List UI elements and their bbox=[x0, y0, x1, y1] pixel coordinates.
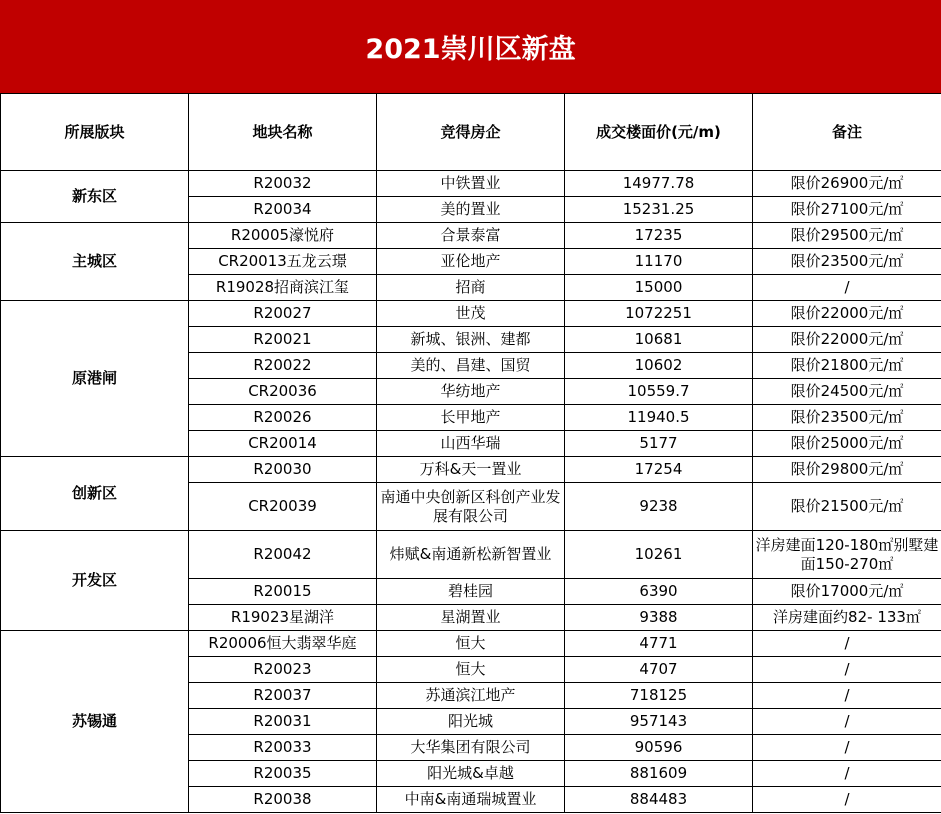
price-cell: 11170 bbox=[565, 249, 753, 275]
header-cell: 地块名称 bbox=[189, 94, 377, 171]
price-cell: 10261 bbox=[565, 531, 753, 579]
remark-cell: 限价27100元/㎡ bbox=[753, 197, 941, 223]
developer-cell: 世茂 bbox=[377, 301, 565, 327]
plot-name-cell: R20022 bbox=[189, 353, 377, 379]
remark-cell: 限价29500元/㎡ bbox=[753, 223, 941, 249]
remark-cell: 洋房建面约82- 133㎡ bbox=[753, 605, 941, 631]
plot-name-cell: R20032 bbox=[189, 171, 377, 197]
remark-cell: / bbox=[753, 631, 941, 657]
table-body bbox=[1, 171, 941, 813]
developer-cell: 招商 bbox=[377, 275, 565, 301]
table-row bbox=[1, 223, 941, 249]
price-cell: 718125 bbox=[565, 683, 753, 709]
plot-name-cell: R20033 bbox=[189, 735, 377, 761]
plot-name-cell: R20015 bbox=[189, 579, 377, 605]
price-cell: 881609 bbox=[565, 761, 753, 787]
plot-name-cell: R20031 bbox=[189, 709, 377, 735]
developer-cell: 炜赋&南通新松新智置业 bbox=[377, 531, 565, 579]
plot-name-cell: R20005濠悦府 bbox=[189, 223, 377, 249]
price-cell: 9238 bbox=[565, 483, 753, 531]
developer-cell: 阳光城 bbox=[377, 709, 565, 735]
remark-cell: 限价29800元/㎡ bbox=[753, 457, 941, 483]
price-cell: 10681 bbox=[565, 327, 753, 353]
remark-cell: 限价26900元/㎡ bbox=[753, 171, 941, 197]
remark-cell: 限价21500元/㎡ bbox=[753, 483, 941, 531]
table-row bbox=[1, 171, 941, 197]
plot-name-cell: R20027 bbox=[189, 301, 377, 327]
plot-name-cell: R20037 bbox=[189, 683, 377, 709]
plot-name-cell: CR20039 bbox=[189, 483, 377, 531]
developer-cell: 星湖置业 bbox=[377, 605, 565, 631]
price-cell: 10559.7 bbox=[565, 379, 753, 405]
remark-cell: 限价23500元/㎡ bbox=[753, 249, 941, 275]
header-row bbox=[1, 94, 941, 171]
developer-cell: 华纺地产 bbox=[377, 379, 565, 405]
remark-cell: 限价22000元/㎡ bbox=[753, 327, 941, 353]
developer-cell: 亚伦地产 bbox=[377, 249, 565, 275]
developer-cell: 山西华瑞 bbox=[377, 431, 565, 457]
price-cell: 15231.25 bbox=[565, 197, 753, 223]
remark-cell: / bbox=[753, 761, 941, 787]
price-cell: 17254 bbox=[565, 457, 753, 483]
table-row bbox=[1, 301, 941, 327]
plot-name-cell: R20042 bbox=[189, 531, 377, 579]
remark-cell: / bbox=[753, 735, 941, 761]
zone-cell: 开发区 bbox=[1, 531, 189, 631]
plot-name-cell: CR20014 bbox=[189, 431, 377, 457]
remark-cell: / bbox=[753, 709, 941, 735]
price-cell: 14977.78 bbox=[565, 171, 753, 197]
zone-cell: 原港闸 bbox=[1, 301, 189, 457]
remark-cell: / bbox=[753, 275, 941, 301]
developer-cell: 新城、银洲、建都 bbox=[377, 327, 565, 353]
developer-cell: 长甲地产 bbox=[377, 405, 565, 431]
remark-cell: 限价22000元/㎡ bbox=[753, 301, 941, 327]
remark-cell: / bbox=[753, 683, 941, 709]
developer-cell: 苏通滨江地产 bbox=[377, 683, 565, 709]
remark-cell: / bbox=[753, 787, 941, 813]
price-cell: 6390 bbox=[565, 579, 753, 605]
developer-cell: 合景泰富 bbox=[377, 223, 565, 249]
price-cell: 4707 bbox=[565, 657, 753, 683]
plot-name-cell: R20034 bbox=[189, 197, 377, 223]
zone-cell: 苏锡通 bbox=[1, 631, 189, 813]
header-cell: 竞得房企 bbox=[377, 94, 565, 171]
price-cell: 15000 bbox=[565, 275, 753, 301]
price-cell: 10602 bbox=[565, 353, 753, 379]
remark-cell: 限价21800元/㎡ bbox=[753, 353, 941, 379]
header-cell: 所展版块 bbox=[1, 94, 189, 171]
plot-name-cell: R20030 bbox=[189, 457, 377, 483]
plot-name-cell: R20006恒大翡翠华庭 bbox=[189, 631, 377, 657]
land-sales-table bbox=[0, 93, 941, 813]
price-cell: 1072251 bbox=[565, 301, 753, 327]
plot-name-cell: R20026 bbox=[189, 405, 377, 431]
plot-name-cell: R20021 bbox=[189, 327, 377, 353]
developer-cell: 恒大 bbox=[377, 657, 565, 683]
remark-cell: 洋房建面120-180㎡别墅建面150-270㎡ bbox=[753, 531, 941, 579]
remark-cell: 限价17000元/㎡ bbox=[753, 579, 941, 605]
developer-cell: 万科&天一置业 bbox=[377, 457, 565, 483]
developer-cell: 中南&南通瑞城置业 bbox=[377, 787, 565, 813]
developer-cell: 恒大 bbox=[377, 631, 565, 657]
price-cell: 5177 bbox=[565, 431, 753, 457]
plot-name-cell: R20023 bbox=[189, 657, 377, 683]
plot-name-cell: R20035 bbox=[189, 761, 377, 787]
table-row bbox=[1, 631, 941, 657]
developer-cell: 美的置业 bbox=[377, 197, 565, 223]
plot-name-cell: R19028招商滨江玺 bbox=[189, 275, 377, 301]
table-row bbox=[1, 457, 941, 483]
zone-cell: 创新区 bbox=[1, 457, 189, 531]
price-cell: 957143 bbox=[565, 709, 753, 735]
remark-cell: 限价25000元/㎡ bbox=[753, 431, 941, 457]
developer-cell: 南通中央创新区科创产业发展有限公司 bbox=[377, 483, 565, 531]
table-row bbox=[1, 531, 941, 579]
price-cell: 884483 bbox=[565, 787, 753, 813]
zone-cell: 主城区 bbox=[1, 223, 189, 301]
developer-cell: 碧桂园 bbox=[377, 579, 565, 605]
zone-cell: 新东区 bbox=[1, 171, 189, 223]
plot-name-cell: CR20013五龙云璟 bbox=[189, 249, 377, 275]
developer-cell: 大华集团有限公司 bbox=[377, 735, 565, 761]
price-cell: 90596 bbox=[565, 735, 753, 761]
header-cell: 成交楼面价(元/m) bbox=[565, 94, 753, 171]
price-cell: 11940.5 bbox=[565, 405, 753, 431]
plot-name-cell: CR20036 bbox=[189, 379, 377, 405]
developer-cell: 阳光城&卓越 bbox=[377, 761, 565, 787]
plot-name-cell: R19023星湖洋 bbox=[189, 605, 377, 631]
price-cell: 17235 bbox=[565, 223, 753, 249]
remark-cell: / bbox=[753, 657, 941, 683]
plot-name-cell: R20038 bbox=[189, 787, 377, 813]
developer-cell: 美的、昌建、国贸 bbox=[377, 353, 565, 379]
remark-cell: 限价24500元/㎡ bbox=[753, 379, 941, 405]
price-cell: 9388 bbox=[565, 605, 753, 631]
page-title: 2021崇川区新盘 bbox=[0, 0, 941, 93]
remark-cell: 限价23500元/㎡ bbox=[753, 405, 941, 431]
price-cell: 4771 bbox=[565, 631, 753, 657]
developer-cell: 中铁置业 bbox=[377, 171, 565, 197]
header-cell: 备注 bbox=[753, 94, 941, 171]
